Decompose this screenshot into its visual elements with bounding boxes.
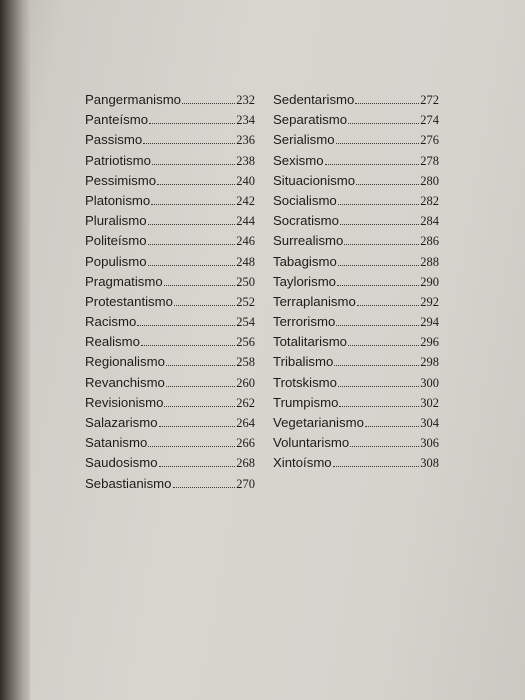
index-entry — [85, 476, 255, 496]
index-page-number: 282 — [420, 193, 439, 208]
index-entry — [273, 274, 439, 294]
index-page-number: 284 — [420, 214, 439, 229]
index-term: Saudosismo — [85, 455, 158, 471]
index-page-number: 280 — [420, 173, 439, 188]
index-page-number: 272 — [420, 93, 439, 107]
dot-leader — [173, 487, 236, 488]
index-entry — [85, 112, 255, 132]
index-entry — [273, 455, 439, 475]
index-term: Socialismo — [273, 192, 337, 208]
index-entry — [273, 173, 439, 193]
index-term: Vegetarianismo — [273, 415, 364, 430]
index-entry — [273, 294, 439, 314]
index-entry — [85, 455, 255, 475]
index-page-number: 266 — [236, 436, 255, 451]
index-term: Separatismo — [273, 112, 348, 128]
dot-leader — [164, 406, 235, 407]
index-entry — [85, 395, 255, 415]
index-page-number: 302 — [420, 395, 439, 410]
dot-leader — [344, 244, 419, 245]
index-entry — [273, 415, 439, 435]
index-term: Protestantismo — [85, 293, 173, 309]
index-entry — [85, 415, 255, 435]
index-entry — [85, 153, 255, 173]
index-entry — [85, 132, 255, 152]
dot-leader — [325, 164, 420, 165]
dot-leader — [159, 466, 236, 467]
index-term: Totalitarismo — [273, 334, 348, 350]
dot-leader — [151, 204, 235, 205]
dot-leader — [357, 305, 419, 306]
index-entry — [273, 314, 439, 334]
index-page-number: 232 — [236, 93, 255, 107]
index-term: Platonismo — [85, 192, 151, 208]
dot-leader — [148, 224, 236, 225]
index-entry — [273, 254, 439, 274]
index-term: Sedentarismo — [273, 92, 355, 107]
dot-leader — [166, 365, 235, 366]
index-page-number: 244 — [236, 214, 255, 229]
dot-leader — [338, 265, 419, 266]
dot-leader — [348, 345, 419, 346]
index-term: Taylorismo — [273, 273, 337, 289]
index-entry — [273, 375, 439, 395]
index-page-number: 288 — [420, 254, 439, 269]
index-term: Revanchismo — [85, 374, 165, 390]
index-term: Patriotismo — [85, 152, 151, 168]
index-entry — [85, 334, 255, 354]
index-term: Regionalismo — [85, 354, 165, 370]
index-entry — [273, 112, 439, 132]
index-page-number: 246 — [236, 234, 255, 249]
index-entry — [273, 193, 439, 213]
index-page-number: 276 — [420, 133, 439, 148]
index-page-number: 300 — [420, 375, 439, 390]
dot-leader — [334, 365, 419, 366]
index-term: Tabagismo — [273, 253, 337, 269]
index-entry — [85, 375, 255, 395]
index-term: Satanismo — [85, 435, 148, 451]
index-term: Voluntarismo — [273, 435, 350, 451]
dot-leader — [166, 386, 235, 387]
index-entry — [273, 395, 439, 415]
index-page-number: 258 — [236, 355, 255, 370]
index-entry — [85, 92, 255, 112]
index-term: Pangermanismo — [85, 92, 182, 107]
index-term: Surrealismo — [273, 233, 344, 249]
dot-leader — [149, 123, 235, 124]
index-term: Revisionismo — [85, 394, 164, 410]
index-term: Situacionismo — [273, 172, 356, 188]
index-entry — [85, 193, 255, 213]
index-entry — [85, 254, 255, 274]
book-gutter — [0, 0, 30, 700]
index-column-right — [273, 92, 439, 476]
dot-leader — [148, 244, 236, 245]
dot-leader — [182, 103, 235, 104]
dot-leader — [348, 123, 419, 124]
dot-leader — [148, 265, 236, 266]
index-term: Trumpismo — [273, 394, 339, 410]
index-term: Panteísmo — [85, 112, 149, 128]
dot-leader — [333, 466, 420, 467]
index-term: Populismo — [85, 253, 147, 269]
index-term: Pragmatismo — [85, 273, 163, 289]
index-page-number: 298 — [420, 355, 439, 370]
index-page-number: 296 — [420, 335, 439, 350]
index-page-number: 254 — [236, 315, 255, 330]
index-page-number: 304 — [420, 416, 439, 430]
index-page-number: 286 — [420, 234, 439, 249]
dot-leader — [148, 446, 235, 447]
dot-leader — [336, 325, 419, 326]
index-page-number: 268 — [236, 456, 255, 471]
index-entry — [273, 153, 439, 173]
index-entry — [85, 274, 255, 294]
index-term: Serialismo — [273, 132, 335, 148]
dot-leader — [164, 285, 236, 286]
dot-leader — [338, 386, 419, 387]
index-term: Politeísmo — [85, 233, 147, 249]
dot-leader — [350, 446, 419, 447]
index-term: Pluralismo — [85, 213, 147, 229]
index-entry — [85, 213, 255, 233]
dot-leader — [338, 204, 419, 205]
index-entry — [85, 233, 255, 253]
index-entry — [273, 213, 439, 233]
index-page-number: 278 — [420, 153, 439, 168]
index-term: Pessimismo — [85, 172, 157, 188]
index-term: Sebastianismo — [85, 475, 172, 491]
index-page-number: 290 — [420, 274, 439, 289]
index-page-number: 264 — [236, 416, 255, 430]
index-page-number: 238 — [236, 153, 255, 168]
index-term: Trotskismo — [273, 374, 337, 390]
dot-leader — [137, 325, 235, 326]
dot-leader — [143, 143, 235, 144]
index-term: Salazarismo — [85, 415, 158, 430]
index-page-number: 260 — [236, 375, 255, 390]
index-page-number: 240 — [236, 173, 255, 188]
dot-leader — [159, 426, 236, 427]
index-page-number: 262 — [236, 395, 255, 410]
dot-leader — [340, 224, 419, 225]
dot-leader — [152, 164, 235, 165]
index-page-number: 252 — [236, 294, 255, 309]
index-term: Xintoísmo — [273, 455, 332, 471]
index-page-number: 294 — [420, 315, 439, 330]
index-term: Socratismo — [273, 213, 339, 229]
index-entry — [85, 354, 255, 374]
dot-leader — [141, 345, 235, 346]
dot-leader — [365, 426, 419, 427]
index-entry — [85, 314, 255, 334]
index-entry — [85, 435, 255, 455]
dot-leader — [174, 305, 235, 306]
index-entry — [273, 233, 439, 253]
index-term: Terraplanismo — [273, 293, 356, 309]
index-page-number: 274 — [420, 113, 439, 128]
index-page-number: 270 — [236, 476, 255, 491]
index-term: Racismo — [85, 314, 137, 330]
index-entry — [273, 354, 439, 374]
index-entry — [273, 92, 439, 112]
index-page-number: 248 — [236, 254, 255, 269]
index-page-number: 234 — [236, 113, 255, 128]
index-page-number: 292 — [420, 294, 439, 309]
index-page-number: 306 — [420, 436, 439, 451]
dot-leader — [339, 406, 419, 407]
index-entry — [273, 435, 439, 455]
index-term: Passismo — [85, 132, 143, 148]
index-column-left — [85, 92, 255, 496]
index-entry — [85, 173, 255, 193]
index-term: Tribalismo — [273, 354, 334, 370]
index-page-number: 256 — [236, 335, 255, 350]
index-entry — [273, 334, 439, 354]
index-entry — [273, 132, 439, 152]
dot-leader — [355, 103, 419, 104]
dot-leader — [356, 184, 419, 185]
dot-leader — [157, 184, 235, 185]
index-term: Sexismo — [273, 152, 324, 168]
dot-leader — [336, 143, 420, 144]
dot-leader — [337, 285, 419, 286]
index-page-number: 308 — [420, 456, 439, 471]
index-page-number: 236 — [236, 133, 255, 148]
index-term: Realismo — [85, 334, 140, 350]
index-term: Terrorismo — [273, 314, 336, 330]
index-page-number: 242 — [236, 193, 255, 208]
index-page-number: 250 — [236, 274, 255, 289]
index-entry — [85, 294, 255, 314]
